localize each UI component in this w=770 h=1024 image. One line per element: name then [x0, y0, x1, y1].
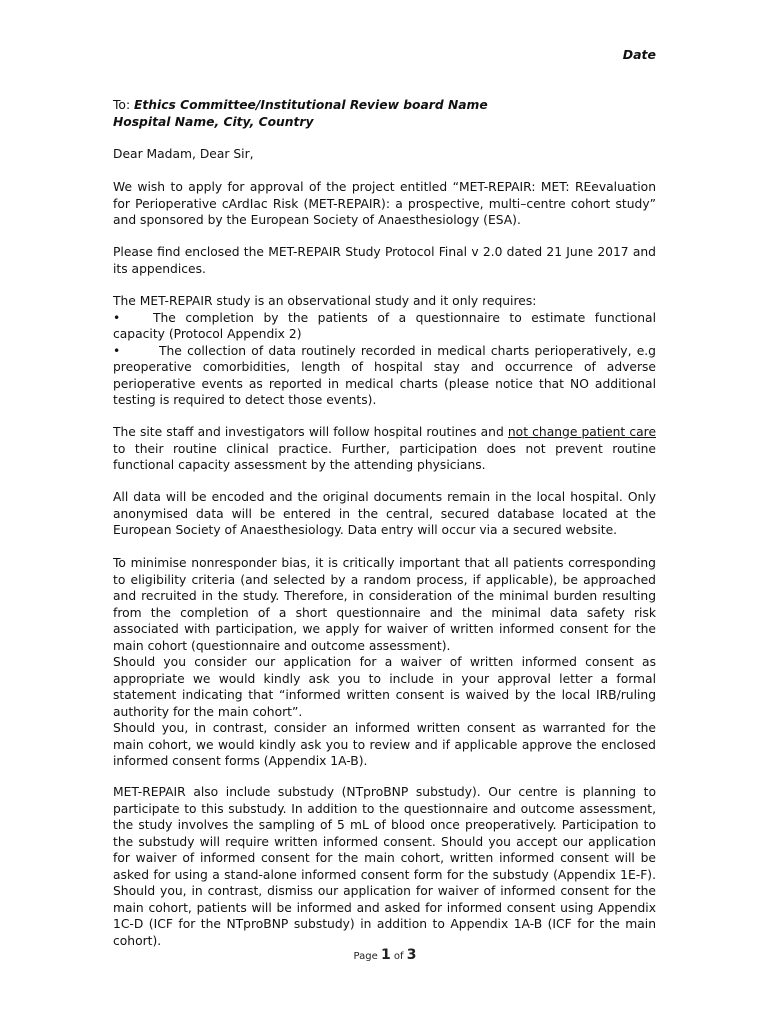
- bullet-item-2: [113, 343, 656, 409]
- study-intro: The MET-REPAIR study is an observational study and it only requires:: [113, 294, 537, 308]
- paragraph-apply: We wish to apply for approval of the project entitled “MET-REPAIR: MET: REevaluation for Perioperative cArdIac Risk (MET-REPAIR): a prospective, multi–centre cohort study” and sponsored by the European Society of Anaesthesiology (ESA).: [113, 180, 656, 227]
- addressee-name: Ethics Committee/Institutional Review board Name: [134, 98, 488, 112]
- bullet-item-1: [113, 310, 656, 343]
- paragraph-enclosed: Please find enclosed the MET-REPAIR Study Protocol Final v 2.0 dated 21 June 2017 and its appendices.: [113, 245, 656, 276]
- staff-text-after: to their routine clinical practice. Further, participation does not prevent routine functional capacity assessment by the attending physicians.: [113, 441, 656, 472]
- bullet-text-2: The collection of data routinely recorded in medical charts perioperatively, e.g preoperative comorbidities, length of hospital stay and occurrence of adverse perioperative events as reported in medical charts (please notice that NO additional testing is required to detect those events).: [113, 343, 656, 407]
- footer-page-label: Page: [353, 951, 378, 962]
- staff-text-before: The site staff and investigators will follow hospital routines and: [113, 425, 508, 439]
- date-label: Date: [622, 47, 656, 62]
- paragraph-data: All data will be encoded and the original documents remain in the local hospital. Only anonymised data will be entered in the central, secured database located at the European Society of Anaesthesiology. Data entry will occur via a secured website.: [113, 490, 656, 537]
- paragraph-staff: [113, 424, 656, 474]
- bias-section: [113, 555, 656, 770]
- paragraph-substudy: MET-REPAIR also include substudy (NTproBNP substudy). Our centre is planning to participate to this substudy. In addition to the questionnaire and outcome assessment, the study involves the sampling of 5 mL of blood once preoperatively. Participation to the substudy will require written informed consent. Should you accept our application for waiver of informed consent for the main cohort, written informed consent will be asked for using a stand-alone informed consent form for the substudy (Appendix 1E-F). Should you, in contrast, dismiss our application for waiver of informed consent for the main cohort, patients will be informed and asked for informed consent using Appendix 1C-D (ICF for the NTproBNP substudy) in addition to Appendix 1A-B (ICF for the main cohort).: [113, 785, 656, 948]
- bias-paragraph-2: Should you consider our application for a waiver of written informed consent as appropriate we would kindly ask you to include in your approval letter a formal statement indicating that “informed written consent is waived by the local IRB/ruling authority for the main cohort”.: [113, 655, 656, 719]
- bullet-text-1: The completion by the patients of a questionnaire to estimate functional capacity (Protocol Appendix 2): [113, 310, 656, 341]
- bias-paragraph-3: Should you, in contrast, consider an informed written consent as warranted for the main cohort, we would kindly ask you to review and if applicable approve the enclosed informed consent forms (Appendix 1A-B).: [113, 721, 656, 768]
- footer-of-label: of: [393, 951, 404, 962]
- page-footer: [0, 947, 770, 963]
- study-requirements: [113, 293, 656, 409]
- bias-paragraph-1: To minimise nonresponder bias, it is critically important that all patients corresponding to eligibility criteria (and selected by a random process, if applicable), be approached and recruited in the study. Therefore, in consideration of the minimal burden resulting from the completion of a short questionnaire and the minimal data safety risk associated with participation, we apply for waiver of written informed consent for the main cohort (questionnaire and outcome assessment).: [113, 556, 656, 653]
- bullet-icon: •: [113, 310, 121, 325]
- footer-page-number: 1: [380, 947, 391, 963]
- bullet-icon: •: [113, 343, 121, 358]
- staff-underlined-text: not change patient care: [507, 425, 657, 439]
- addressee-block: [113, 97, 656, 130]
- salutation: Dear Madam, Dear Sir,: [113, 147, 254, 161]
- addressee-line-1: [113, 97, 656, 114]
- addressee-line-2: Hospital Name, City, Country: [113, 114, 314, 129]
- footer-page-total: 3: [406, 947, 417, 963]
- addressee-prefix: To:: [113, 98, 134, 112]
